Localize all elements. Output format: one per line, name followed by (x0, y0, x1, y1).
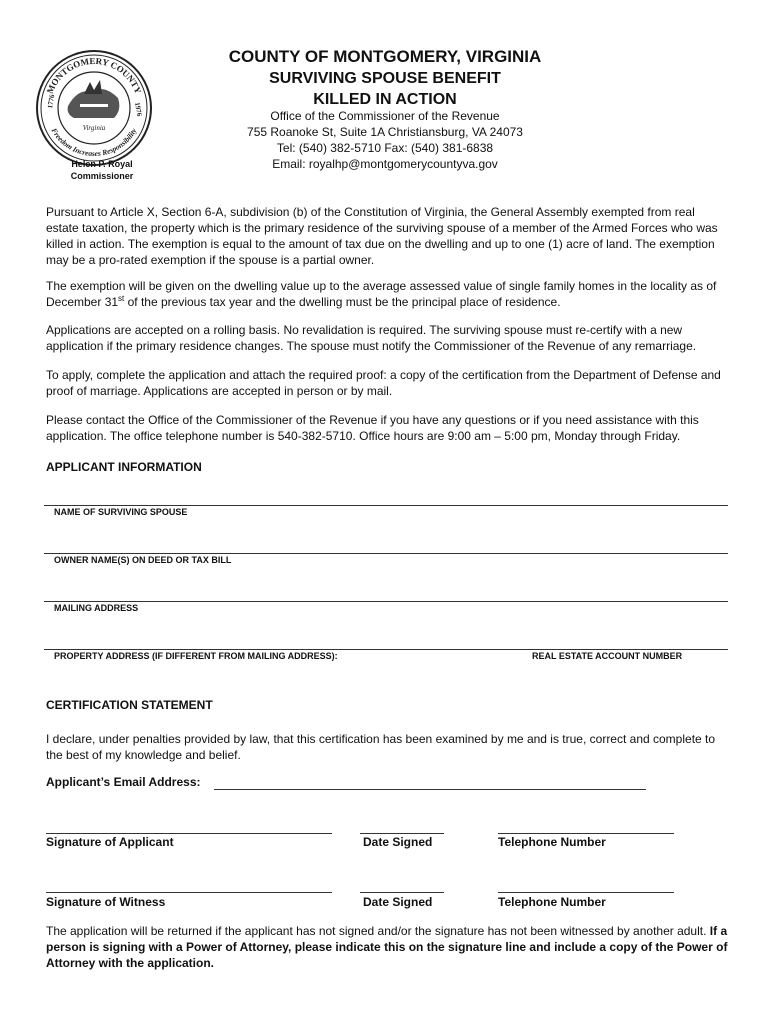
mailing-address-label: MAILING ADDRESS (54, 603, 139, 613)
applicant-info-heading: APPLICANT INFORMATION (46, 460, 202, 474)
p2-text-b: of the previous tax year and the dwelling must be the principal place of residence. (124, 295, 561, 309)
paragraph-constitution: Pursuant to Article X, Section 6-A, subdivision (b) of the Constitution of Virginia, the General Assembly exempted from real estate taxation, the property which is the primary residence of the surviving spouse of a member of the Armed Forces who was killed in action. The exemption is equal to the amount of tax due on the dwelling and up to one (1) acre of land. The exemption may be a pro-rated exemption if the spouse is a partial owner. (46, 205, 718, 267)
telephone-witness-label: Telephone Number (498, 895, 606, 909)
footer-notice (46, 923, 730, 971)
p2-text-a: The exemption will be given on the dwelling value up to the average assessed value of single family homes in the locality as of December 31 (46, 279, 717, 309)
certification-heading: CERTIFICATION STATEMENT (46, 698, 213, 712)
commissioner-block (40, 158, 164, 182)
surviving-spouse-name-label: NAME OF SURVIVING SPOUSE (54, 507, 188, 517)
seal-year-left: 1776 (46, 93, 57, 110)
county-seal (34, 48, 154, 168)
office-contact (200, 108, 570, 172)
date-signed-applicant-label: Date Signed (363, 835, 433, 849)
certification-statement: I declare, under penalties provided by law, that this certification has been examined by me and is true, correct and complete to the best of my knowledge and belief. (46, 732, 716, 762)
witness-phone-line[interactable] (498, 892, 674, 893)
account-number-label: REAL ESTATE ACCOUNT NUMBER (532, 651, 683, 661)
p2-sup: st (118, 294, 125, 303)
applicant-phone-line[interactable] (498, 833, 674, 834)
office-address: 755 Roanoke St, Suite 1A Christiansburg, VA 24073 (247, 125, 523, 139)
owner-names-line[interactable] (44, 553, 728, 554)
property-address-line[interactable] (44, 649, 728, 650)
paragraph-rolling-basis: Applications are accepted on a rolling basis. No revalidation is required. The surviving spouse must re-certify with a new application if the primary residence changes. The spouse must notify the Commissioner of the Revenue of any remarriage. (46, 323, 697, 353)
seal-ring-top-text: MONTGOMERY COUNTY (44, 55, 144, 96)
commissioner-title: Commissioner (70, 171, 134, 181)
applicant-email-label: Applicant’s Email Address: (46, 775, 201, 789)
footer-bold-text: If a person is signing with a Power of Attorney, please indicate this on the signature line and include a copy of the Power of Attorney with the application. (46, 924, 728, 970)
seal-inner-text: Virginia (82, 124, 106, 132)
applicant-signature-line[interactable] (46, 833, 332, 834)
date-signed-witness-label: Date Signed (363, 895, 433, 909)
commissioner-name: Helen P. Royal (71, 159, 133, 169)
footer-normal-text: The application will be returned if the applicant has not signed and/or the signature has not been witnessed by another adult. (46, 924, 710, 938)
owner-names-label: OWNER NAME(S) ON DEED OR TAX BILL (54, 555, 232, 565)
witness-signature-line[interactable] (46, 892, 332, 893)
title-block (200, 46, 570, 110)
title-benefit: SURVIVING SPOUSE BENEFIT (269, 70, 501, 87)
paragraph-how-to-apply: To apply, complete the application and attach the required proof: a copy of the certification from the Department of Defense and proof of marriage. Applications are accepted in person or by mail. (46, 368, 721, 398)
property-address-label: PROPERTY ADDRESS (IF DIFFERENT FROM MAILING ADDRESS): (54, 651, 338, 661)
signature-witness-label: Signature of Witness (46, 895, 166, 909)
title-county: COUNTY OF MONTGOMERY, VIRGINIA (228, 47, 542, 66)
applicant-email-line[interactable] (214, 789, 646, 790)
paragraph-exemption-value (46, 278, 730, 310)
seal-year-right: 1976 (133, 101, 144, 117)
paragraph-contact: Please contact the Office of the Commissioner of the Revenue if you have any questions or if you need assistance with this application. The office telephone number is 540-382-5710. Office hours are 9:00 am – 5:00 pm, Monday through Friday. (46, 413, 699, 443)
seal-ring-bottom-text: Freedom Increases Responsibility (49, 126, 139, 159)
applicant-date-line[interactable] (360, 833, 444, 834)
telephone-applicant-label: Telephone Number (498, 835, 606, 849)
title-kia: KILLED IN ACTION (313, 91, 457, 108)
office-email[interactable]: Email: royalhp@montgomerycountyva.gov (272, 157, 498, 171)
office-name: Office of the Commissioner of the Revenue (270, 109, 500, 123)
surviving-spouse-name-line[interactable] (44, 505, 728, 506)
office-phone: Tel: (540) 382-5710 Fax: (540) 381-6838 (276, 141, 494, 155)
signature-applicant-label: Signature of Applicant (46, 835, 174, 849)
mailing-address-line[interactable] (44, 601, 728, 602)
witness-date-line[interactable] (360, 892, 444, 893)
